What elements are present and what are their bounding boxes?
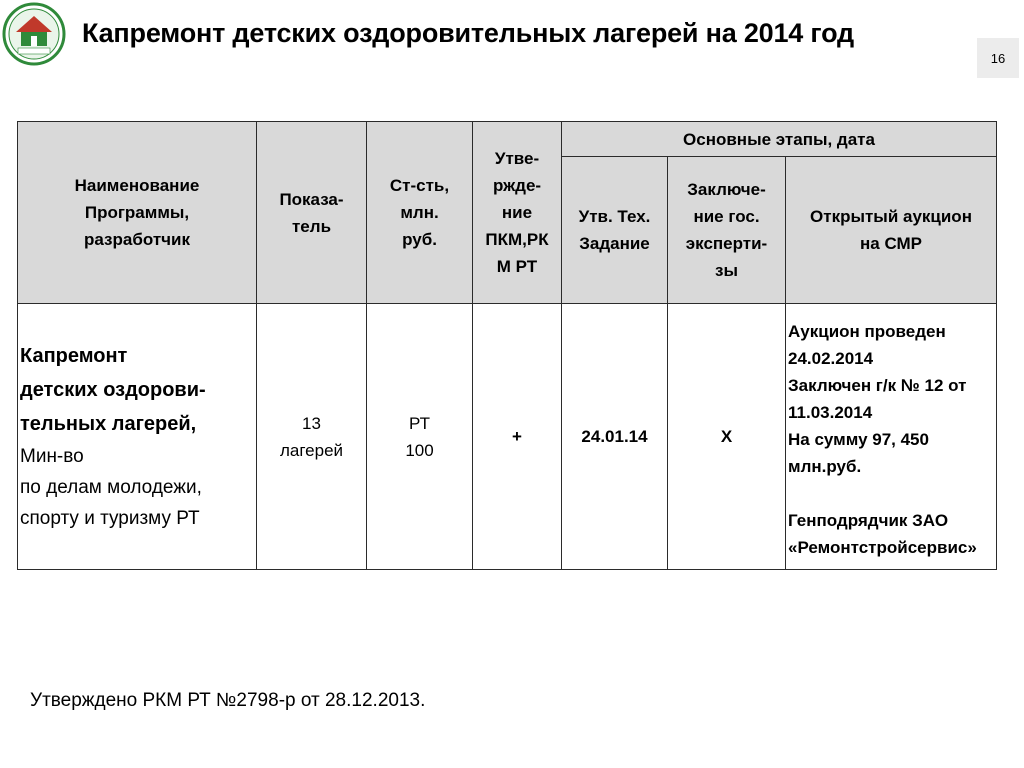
house-emblem-logo-icon	[2, 2, 66, 66]
header-approval: Утве- ржде- ние ПКМ,РК М РТ	[473, 122, 562, 304]
cell-cost: РТ 100	[367, 304, 473, 570]
approval-footnote: Утверждено РКМ РТ №2798-р от 28.12.2013.	[30, 690, 426, 711]
header-tech-task: Утв. Тех. Задание	[562, 157, 668, 304]
header-name: Наименование Программы, разработчик	[18, 122, 257, 304]
cell-program-name: Капремонт детских оздорови- тельных лагерей, Мин-во по делам молодежи, спорту и туризму РТ	[18, 304, 257, 570]
table-row	[18, 304, 997, 570]
header-indicator: Показа- тель	[257, 122, 367, 304]
cell-expertise: Х	[668, 304, 786, 570]
program-table	[17, 121, 997, 570]
header-stages-group: Основные этапы, дата	[562, 122, 997, 157]
logo	[2, 2, 66, 66]
cell-auction: Аукцион проведен 24.02.2014 Заключен г/к № 12 от 11.03.2014 На сумму 97, 450 млн.руб. Генподрядчик ЗАО «Ремонтстройсервис»	[786, 304, 997, 570]
page-title: Капремонт детских оздоровительных лагерей на 2014 год	[82, 18, 854, 48]
header-expertise: Заключе- ние гос. эксперти- зы	[668, 157, 786, 304]
header-cost: Ст-сть, млн. руб.	[367, 122, 473, 304]
cell-tech-task-date: 24.01.14	[562, 304, 668, 570]
cell-indicator: 13 лагерей	[257, 304, 367, 570]
cell-approval: +	[473, 304, 562, 570]
page-number: 16	[977, 38, 1019, 78]
header-auction: Открытый аукцион на СМР	[786, 157, 997, 304]
